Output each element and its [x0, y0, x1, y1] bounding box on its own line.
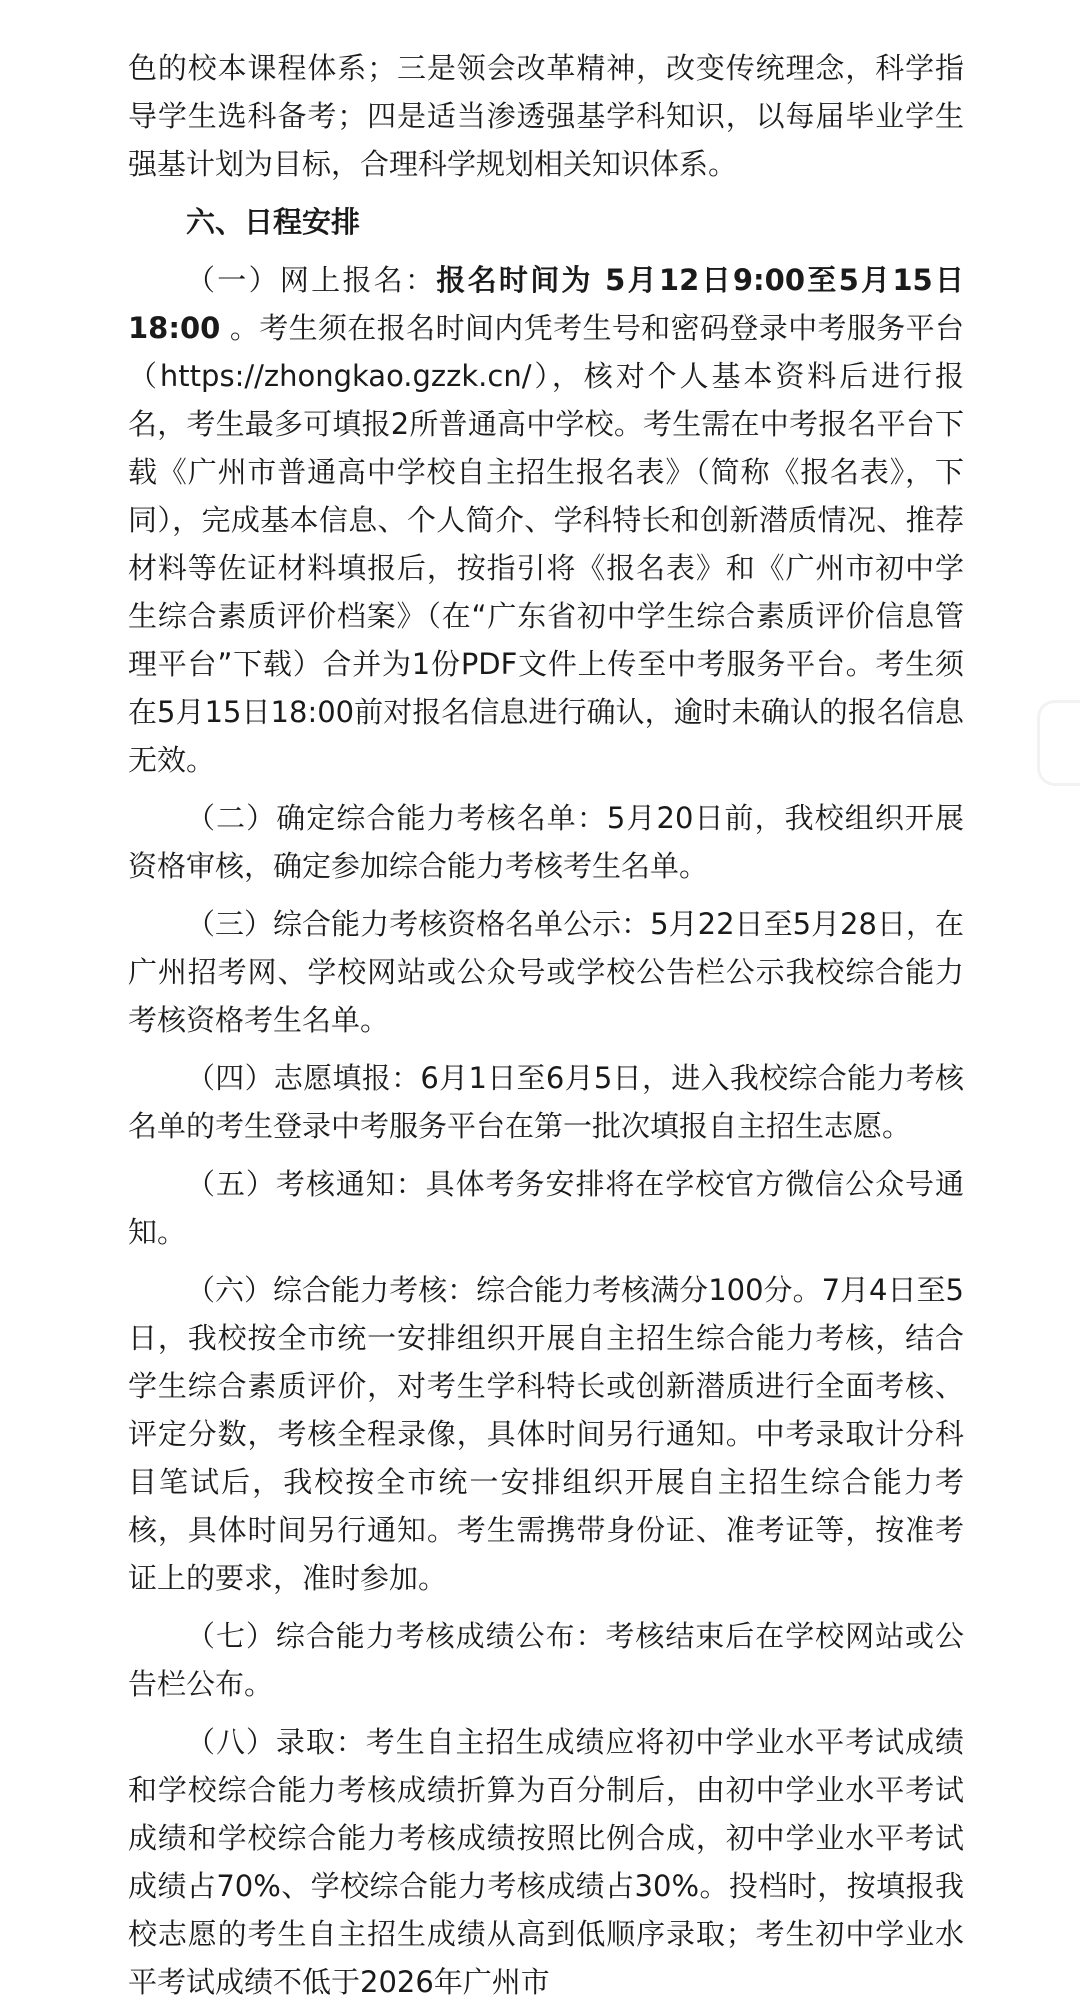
paragraph-assessment-notice: （五）考核通知：具体考务安排将在学校官方微信公众号通知。	[128, 1167, 964, 1249]
paragraph-ability-assessment: （六）综合能力考核：综合能力考核满分100分。7月4日至5日，我校按全市统一安排组织开展自主招生综合能力考核，结合学生综合素质评价，对考生学科特长或创新潜质进行全面考核、评定分数，考核全程录像，具体时间另行通知。中考录取计分科目笔试后，我校按全市统一安排组织开展自主招生综合能力考核，具体时间另行通知。考生需携带身份证、准考证等，按准考证上的要求，准时参加。	[128, 1273, 964, 1595]
paragraph-online-registration	[128, 256, 964, 784]
paragraph-score-publication: （七）综合能力考核成绩公布：考核结束后在学校网站或公告栏公布。	[128, 1619, 964, 1701]
document-body	[128, 44, 964, 2006]
paragraph-assessment-list: （二）确定综合能力考核名单：5月20日前，我校组织开展资格审核，确定参加综合能力考核考生名单。	[128, 801, 964, 883]
paragraph-continued: 色的校本课程体系；三是领会改革精神，改变传统理念，科学指导学生选科备考；四是适当渗透强基学科知识，以每届毕业学生强基计划为目标，合理科学规划相关知识体系。	[128, 51, 964, 181]
paragraph-application-filling: （四）志愿填报：6月1日至6月5日，进入我校综合能力考核名单的考生登录中考服务平台在第一批次填报自主招生志愿。	[128, 1061, 964, 1143]
registration-time-bold: 报名时间为 5月12日9:00至5月15日18:00	[128, 263, 964, 345]
item-label-1: （一）网上报名：	[186, 263, 437, 297]
registration-details: 。考生须在报名时间内凭考生号和密码登录中考服务平台（https://zhongkao.gzzk.cn/），核对个人基本资料后进行报名，考生最多可填报2所普通高中学校。考生需在中考报名平台下载《广州市普通高中学校自主招生报名表》（简称《报名表》，下同），完成基本信息、个人简介、学科特长和创新潜质情况、推荐材料等佐证材料填报后，按指引将《报名表》和《广州市初中学生综合素质评价档案》（在“广东省初中学生综合素质评价信息管理平台”下载）合并为1份PDF文件上传至中考服务平台。考生须在5月15日18:00前对报名信息进行确认，逾时未确认的报名信息无效。	[128, 311, 964, 777]
section-heading-schedule: 六、日程安排	[186, 205, 361, 239]
paragraph-list-publicity: （三）综合能力考核资格名单公示：5月22日至5月28日，在广州招考网、学校网站或公众号或学校公告栏公示我校综合能力考核资格考生名单。	[128, 907, 964, 1037]
edge-artifact	[1037, 700, 1080, 786]
paragraph-admission: （八）录取：考生自主招生成绩应将初中学业水平考试成绩和学校综合能力考核成绩折算为百分制后，由初中学业水平考试成绩和学校综合能力考核成绩按照比例合成，初中学业水平考试成绩占70%、学校综合能力考核成绩占30%。投档时，按填报我校志愿的考生自主招生成绩从高到低顺序录取；考生初中学业水平考试成绩不低于2026年广州市	[128, 1725, 964, 1999]
